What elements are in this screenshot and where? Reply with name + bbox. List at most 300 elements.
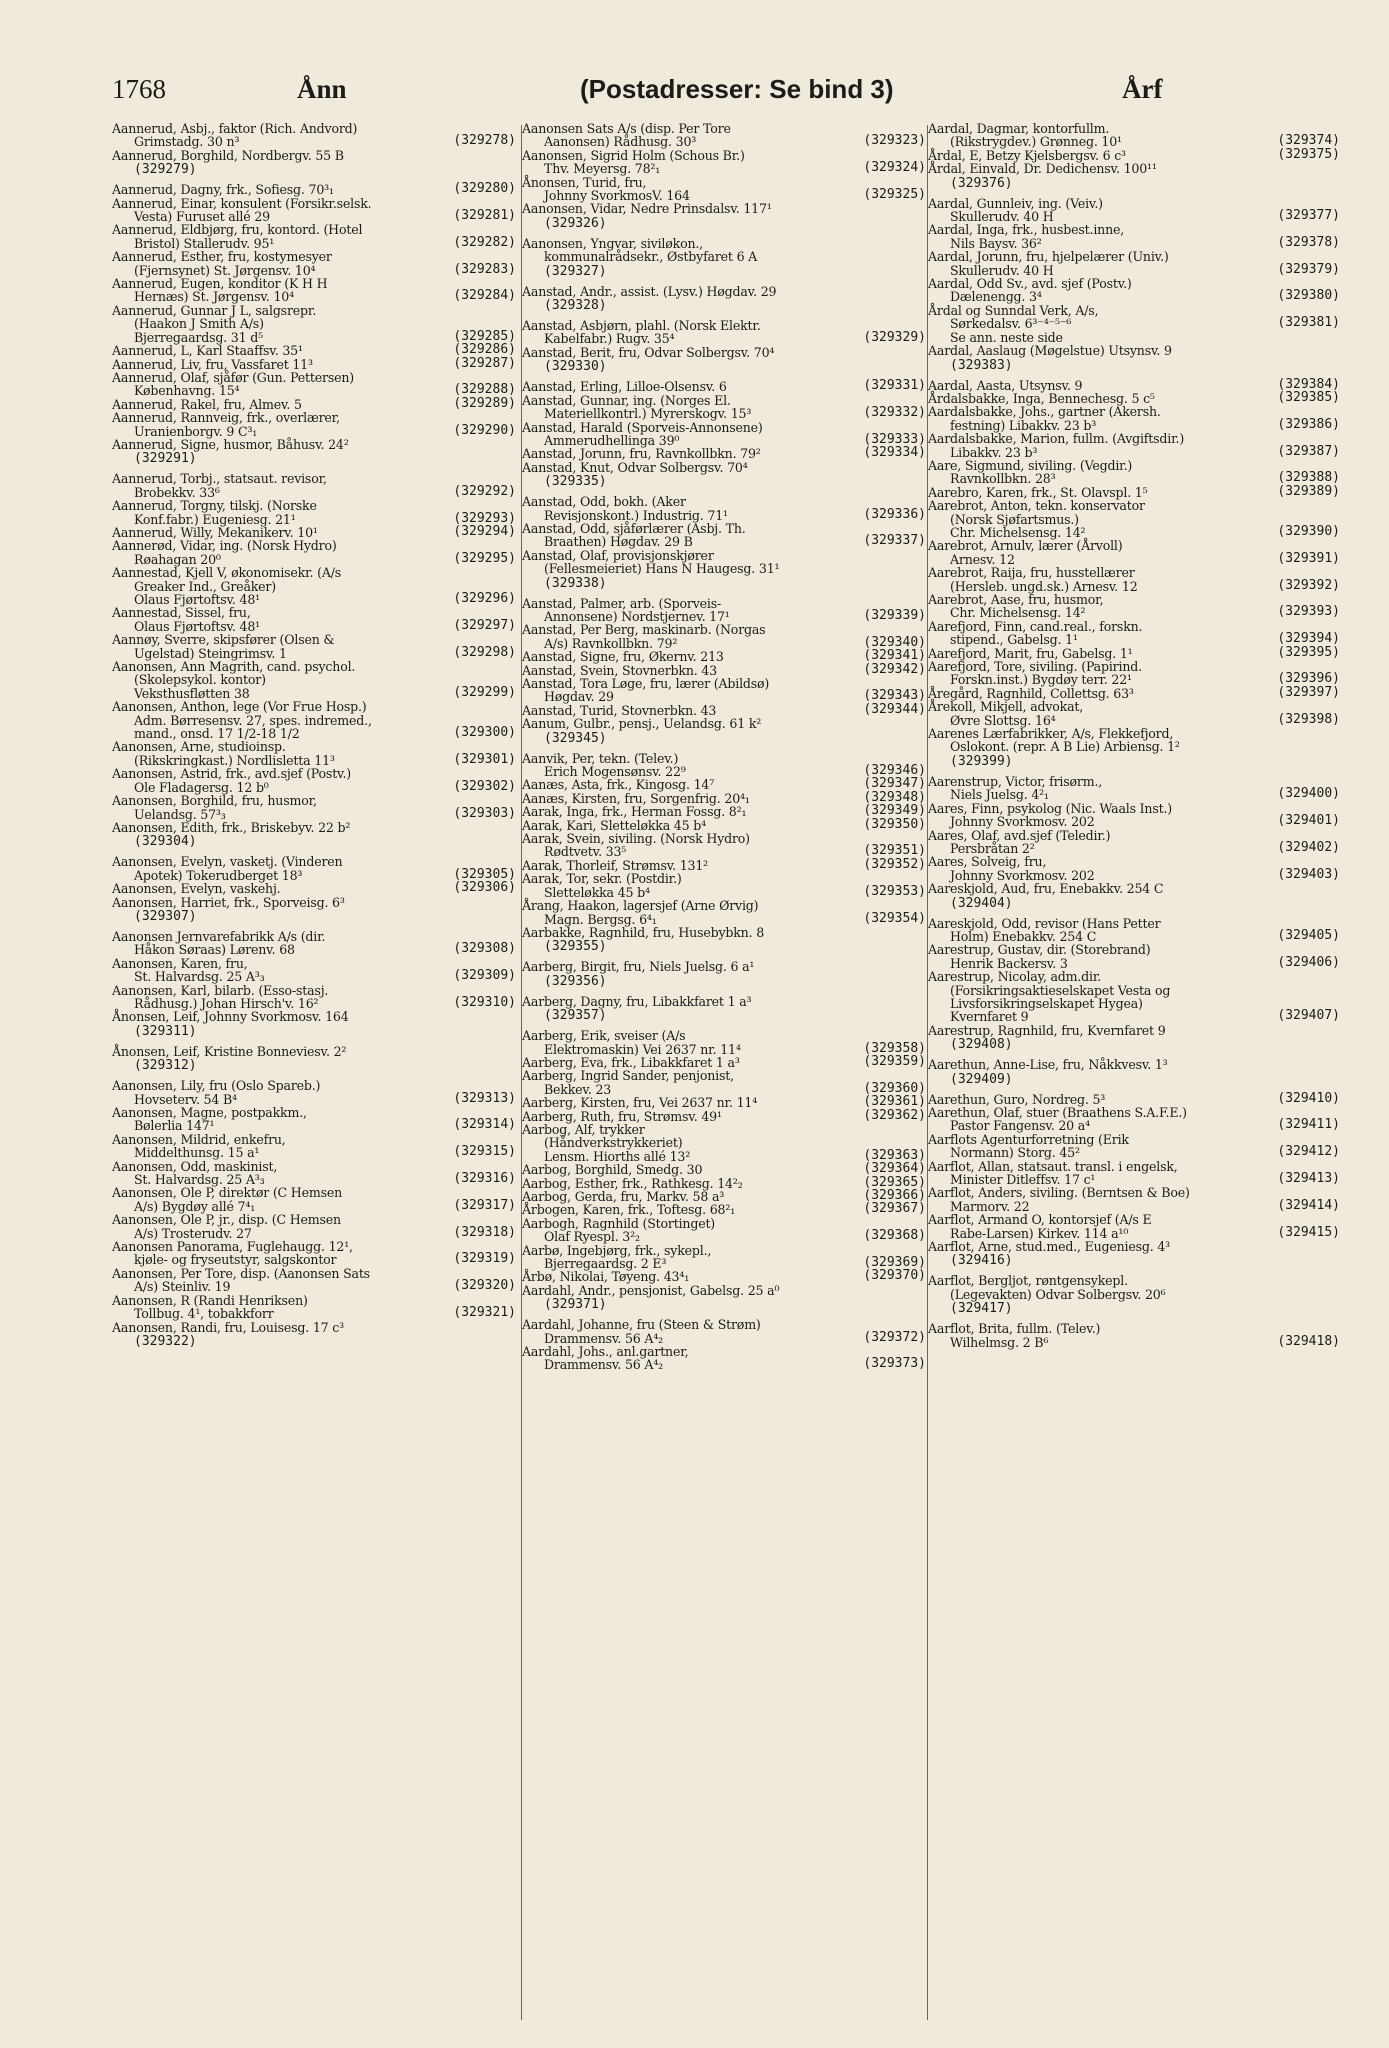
- entry-number: (329378): [1277, 234, 1340, 250]
- entry-line-text: kjøle- og fryseutstyr, salgskontor: [134, 1252, 337, 1268]
- entry-name-line: Ånonsen, Turid, fru,: [522, 174, 647, 190]
- entry-number: (329412): [1277, 1144, 1340, 1160]
- entry-line-text: Årdal, E, Betzy Kjelsbergsv. 6 c³: [928, 147, 1126, 163]
- entry-address-line: [928, 210, 1340, 223]
- entry-number: (329313): [453, 1090, 516, 1106]
- entry-name-line: Aarflot, Bergljot, røntgensykepl.: [928, 1273, 1128, 1289]
- entry-address-line: [928, 550, 1340, 567]
- directory-entry: [522, 149, 926, 176]
- directory-entry: [112, 1010, 516, 1044]
- entry-name-line: Aanonsen, Ole P, direktør (C Hemsen: [112, 1185, 342, 1201]
- entry-address-line: [112, 1224, 516, 1241]
- entry-number-line: [928, 1072, 1340, 1093]
- entry-number: (329330): [544, 359, 607, 375]
- entry-number-line: [522, 474, 926, 495]
- entry-number: (329400): [1277, 786, 1340, 802]
- entry-line-text: Aanæs, Asta, frk., Kingosg. 14⁷: [522, 777, 715, 793]
- entry-number: (329315): [453, 1144, 516, 1160]
- entry-number-line: [522, 974, 926, 995]
- directory-entry: [112, 1321, 516, 1355]
- entry-name-line: Aarflot, Allan, statsaut. transl. i engelsk,: [928, 1158, 1178, 1174]
- entry-name-line: Aanstad, Per Berg, maskinarb. (Norgas: [522, 622, 766, 638]
- entry-line-text: Aannerud, Dagny, frk., Sofiesg. 70³₁: [112, 182, 334, 198]
- entry-number: (329326): [544, 215, 607, 231]
- directory-entry: [522, 701, 926, 718]
- entry-name-line: Aanonsen, Randi, fru, Louisesg. 17 c³: [112, 1319, 344, 1335]
- entry-number-line: [522, 359, 926, 380]
- entry-line-text: Wilhelmsg. 2 B⁶: [950, 1334, 1049, 1350]
- directory-entry: [928, 223, 1340, 250]
- entry-address-line: [928, 1197, 1340, 1214]
- entry-line-text: Årdalsbakke, Inga, Bennechesg. 5 c⁵: [928, 390, 1155, 406]
- directory-entry: [112, 855, 516, 882]
- entry-address-line: [112, 1146, 516, 1159]
- directory-entry: [522, 176, 926, 203]
- directory-entry: [522, 380, 926, 393]
- entry-number: (329289): [453, 395, 516, 411]
- directory-entry: [522, 346, 926, 380]
- entry-number: (329397): [1277, 684, 1340, 700]
- entry-address-line: [928, 927, 1340, 944]
- directory-entry: [522, 623, 926, 650]
- entry-address-line: [928, 815, 1340, 828]
- directory-entry: [928, 1213, 1340, 1240]
- entry-address-line: (Håndverkstrykkeriet): [544, 1135, 683, 1151]
- entry-number: (329364): [863, 1161, 926, 1177]
- entry-line-text: (Rikstrygdev.) Grønneg. 10¹: [950, 134, 1122, 150]
- entry-number: (329407): [1277, 1008, 1340, 1024]
- entry-line-text: Chr. Michelsensg. 14²: [950, 605, 1086, 621]
- entry-line-text: Olaf Ryespl. 3²₂: [544, 1229, 640, 1245]
- directory-entry: [112, 183, 516, 196]
- directory-entry: [928, 1106, 1340, 1133]
- directory-entry: [112, 740, 516, 767]
- entry-number-line: [928, 754, 1340, 775]
- directory-entry: [928, 1186, 1340, 1213]
- entry-name-line: Aanstad, Andr., assist. (Lysv.) Høgdav. 29: [522, 283, 777, 299]
- directory-entry: [112, 767, 516, 794]
- entry-number: (329331): [863, 378, 926, 394]
- entry-name-line: Aarberg, Ingrid Sander, penjonist,: [522, 1068, 734, 1084]
- entry-number: (329284): [453, 288, 516, 304]
- directory-entry: [928, 644, 1340, 661]
- entry-address-line: [522, 535, 926, 548]
- entry-number: (329307): [134, 908, 197, 924]
- entry-address-line: [522, 162, 926, 175]
- entry-line-text: Aanstad, Erling, Lilloe-Olsensv. 6: [522, 379, 727, 395]
- entry-number-line: [928, 1037, 1340, 1058]
- directory-entry: [928, 1058, 1340, 1092]
- entry-number: (329360): [863, 1080, 926, 1096]
- entry-address-line: [522, 1358, 926, 1371]
- entry-name-line: Aanonsen, Per Tore, disp. (Aanonsen Sats: [112, 1265, 370, 1281]
- entry-name-line: Aardal, Gunnleiv, ing. (Veiv.): [928, 195, 1103, 211]
- entry-number: (329396): [1277, 671, 1340, 687]
- entry-address-line: [928, 788, 1340, 801]
- entry-name-line: [928, 146, 1340, 163]
- entry-number: (329325): [863, 187, 926, 203]
- entry-line-text: Aannerud, L, Karl Staaffsv. 35¹: [112, 343, 303, 359]
- entry-number: (329319): [453, 1251, 516, 1267]
- directory-entry: [112, 371, 516, 398]
- directory-entry: [522, 1217, 926, 1244]
- entry-number-line: [112, 1334, 516, 1355]
- entry-address-line: [928, 606, 1340, 619]
- entry-line-text: Johnny SvorkmosV. 164: [544, 188, 690, 204]
- directory-entry: [112, 523, 516, 540]
- entry-address-line: [928, 1333, 1340, 1350]
- entry-address-line: [522, 883, 926, 900]
- directory-entry: [112, 930, 516, 957]
- entry-address-line: [112, 135, 516, 148]
- entry-number: (329280): [453, 181, 516, 197]
- entry-name-line: [522, 447, 926, 460]
- column-3: [928, 122, 1340, 2042]
- entry-number: (329283): [453, 261, 516, 277]
- entry-number: (329376): [950, 175, 1013, 191]
- entry-name-line: Aannerud, Eldbjørg, fru, kontord. (Hotel: [112, 222, 363, 238]
- directory-entry: [928, 855, 1340, 882]
- entry-name-line: Aarefjord, Tore, siviling. (Papirind.: [928, 659, 1142, 675]
- entry-number: (329358): [863, 1040, 926, 1056]
- entry-name-line: Aanonsen, Mildrid, enkefru,: [112, 1131, 286, 1147]
- directory-entry: [112, 1106, 516, 1133]
- directory-entry: [522, 495, 926, 522]
- entry-name-line: Aareskjold, Odd, revisor (Hans Petter: [928, 915, 1161, 931]
- entry-line-text: Aanstad, Signe, fru, Økernv. 213: [522, 649, 724, 665]
- entry-number: (329416): [950, 1253, 1013, 1269]
- directory-entry: [112, 539, 516, 566]
- entry-number: (329414): [1277, 1197, 1340, 1213]
- entry-number: (329333): [863, 431, 926, 447]
- directory-entry: [522, 960, 926, 994]
- entry-number-line: [522, 1008, 926, 1029]
- entry-number: (329408): [950, 1037, 1013, 1053]
- directory-entry: [522, 661, 926, 678]
- directory-entry: [112, 1160, 516, 1187]
- page-number: 1768: [112, 74, 166, 104]
- entry-number: (329329): [863, 330, 926, 346]
- entry-line-text: Holm) Enebakkv. 254 C: [950, 928, 1097, 944]
- entry-line-text: Ole Fladagersg. 12 b⁰: [134, 779, 269, 795]
- entry-line-text: stipend., Gabelsg. 1¹: [950, 632, 1078, 648]
- directory-entry: [522, 717, 926, 751]
- entry-name-line: [928, 644, 1340, 661]
- entry-line-text: A/s) Ravnkollbkn. 79²: [544, 635, 678, 651]
- entry-number: (329328): [544, 298, 607, 314]
- entry-name-line: Aanonsen Jernvarefabrikk A/s (dir.: [112, 928, 326, 944]
- entry-line-text: Niels Juelsg. 4²₁: [950, 787, 1049, 803]
- entry-number-line: [928, 896, 1340, 917]
- entry-number-line: [928, 1301, 1340, 1322]
- directory-entry: [928, 331, 1340, 344]
- entry-number: (329391): [1277, 550, 1340, 566]
- entry-address-line: [928, 1224, 1340, 1241]
- entry-number: (329317): [453, 1197, 516, 1213]
- entry-address-line: [112, 593, 516, 606]
- directory-entry: [928, 432, 1340, 459]
- entry-line-text: Aarak, Kari, Sletteløkka 45 b⁴: [522, 817, 706, 833]
- directory-entry: [112, 250, 516, 277]
- entry-number-line: [112, 834, 516, 855]
- entry-name-line: Årekoll, Mikjell, advokat,: [928, 699, 1084, 715]
- directory-entry: [522, 856, 926, 873]
- directory-entry: [112, 472, 516, 499]
- entry-line-text: Bekkev. 23: [544, 1081, 612, 1097]
- entry-number: (329374): [1277, 133, 1340, 149]
- directory-entry: [928, 802, 1340, 829]
- entry-number: (329296): [453, 591, 516, 606]
- entry-address-line: [112, 290, 516, 303]
- entry-line-text: Høgdav. 29: [544, 689, 614, 705]
- entry-number: (329332): [863, 405, 926, 421]
- entry-number-line: [522, 1297, 926, 1318]
- entry-name-line: Aanstad, Odd, sjåførlærer (Asbj. Th.: [522, 520, 746, 536]
- entry-name-line: Aanstad, Gunnar, ing. (Norges El.: [522, 392, 731, 408]
- entry-line-text: Magn. Bergsg. 6⁴₁: [544, 911, 657, 927]
- directory-entry: [928, 684, 1340, 701]
- entry-line-text: Aanonsen) Rådhusg. 30³: [544, 134, 697, 150]
- entry-name-line: Aardahl, Johanne, fru (Steen & Strøm): [522, 1317, 761, 1333]
- entry-number: (329390): [1277, 523, 1340, 539]
- directory-entry: [112, 411, 516, 438]
- entry-line-text: Aarefjord, Marit, fru, Gabelsg. 1¹: [928, 645, 1133, 661]
- entry-number-line: [522, 576, 926, 597]
- directory-entry: [522, 202, 926, 236]
- entry-name-line: Aannøy, Sverre, skipsfører (Olsen &: [112, 632, 335, 648]
- entry-address-line: (Fellesmeieriet) Hans N Haugesg. 31¹: [544, 561, 780, 577]
- entry-address-line: [522, 1230, 926, 1243]
- directory-entry: [928, 197, 1340, 224]
- directory-entry: [522, 1284, 926, 1318]
- entry-name-line: Aardal, Aaslaug (Møgelstue) Utsynsv. 9: [928, 343, 1172, 359]
- entry-number-line: [928, 358, 1340, 379]
- entry-line-text: Olaus Fjørtoftsv. 48¹: [134, 618, 261, 634]
- entry-address-line: [928, 416, 1340, 433]
- entry-address-line: [928, 523, 1340, 540]
- entry-address-line: [928, 1173, 1340, 1186]
- directory-entry: [112, 794, 516, 821]
- directory-entry: [522, 899, 926, 926]
- directory-entry: [112, 1294, 516, 1321]
- entry-name-line: Aarebrot, Aase, fru, husmor,: [928, 592, 1104, 607]
- entry-name-line: Aanonsen, R (Randi Henriksen): [112, 1292, 308, 1308]
- entry-line-text: Aannerud, Willy, Mekanikerv. 10¹: [112, 524, 318, 540]
- entry-number-line: [112, 162, 516, 183]
- directory-entry: [522, 597, 926, 624]
- entry-name-line: Aardalsbakke, Marion, fullm. (Avgiftsdir.): [928, 431, 1185, 447]
- entry-number-line: [522, 264, 926, 285]
- entry-number: (329306): [453, 880, 516, 896]
- entry-name-line: Aannerud, Olaf, sjåfør (Gun. Pettersen): [112, 369, 354, 385]
- entry-name-line: Aarefjord, Finn, cand.real., forskn.: [928, 618, 1143, 634]
- entry-address-line: [112, 943, 516, 956]
- entry-name-line: Aanstad, Knut, Odvar Solbergsv. 70⁴: [522, 459, 748, 475]
- entry-address-line: [112, 1280, 516, 1293]
- directory-entry: [112, 606, 516, 633]
- entry-number: (329415): [1277, 1224, 1340, 1240]
- directory-entry: [928, 1090, 1340, 1107]
- entry-name-line: Aarflot, Armand O, kontorsjef (A/s E: [928, 1212, 1152, 1228]
- entry-line-text: St. Halvardsg. 25 A³₃: [134, 969, 265, 985]
- directory-entry: [928, 389, 1340, 406]
- directory-entry: [928, 344, 1340, 378]
- entry-number: (329287): [453, 355, 516, 371]
- entry-name-line: [928, 483, 1340, 500]
- right-guide-word: Årf: [1122, 74, 1163, 104]
- entry-line-text: Thv. Meyersg. 78²₁: [544, 161, 661, 177]
- entry-number: (329375): [1277, 146, 1340, 162]
- entry-number: (329392): [1277, 577, 1340, 593]
- entry-name-line: [522, 1270, 926, 1283]
- entry-number: (329371): [544, 1297, 607, 1313]
- entry-line-text: Brobekkv. 33⁶: [134, 484, 220, 500]
- entry-name-line: Aarflots Agenturforretning (Erik: [928, 1131, 1129, 1147]
- directory-entry: [522, 872, 926, 899]
- entry-name-line: Aanvik, Per, tekn. (Telev.): [522, 750, 679, 766]
- entry-name-line: Aanonsen, Odd, maskinist,: [112, 1158, 278, 1174]
- directory-entry: [522, 1053, 926, 1070]
- entry-name-line: Aarestrup, Gustav, dir. (Storebrand): [928, 942, 1151, 958]
- entry-name-line: Aarethun, Anne-Lise, fru, Nåkkvesv. 1³: [928, 1057, 1168, 1073]
- entry-line-text: Kvernfaret 9: [950, 1009, 1029, 1025]
- entry-name-line: [522, 1053, 926, 1070]
- page-header: [112, 70, 1342, 110]
- directory-entry: [928, 727, 1340, 775]
- entry-number-line: [522, 731, 926, 752]
- entry-line-text: Minister Ditleffsv. 17 c¹: [950, 1172, 1096, 1188]
- entry-line-text: Ammerudhellinga 39⁰: [544, 432, 680, 448]
- directory-entry: [112, 882, 516, 895]
- entry-number: (329305): [453, 866, 516, 882]
- entry-line-text: Forskn.inst.) Bygdøy terr. 22¹: [950, 672, 1132, 688]
- entry-name-line: Aardalsbakke, Johs., gartner (Akersh.: [928, 404, 1161, 420]
- entry-number: (329389): [1277, 483, 1340, 499]
- entry-address-line: [928, 866, 1340, 883]
- entry-address-line: [928, 577, 1340, 594]
- entry-line-text: Håkon Søraas) Lørenv. 68: [134, 942, 295, 958]
- entry-number: (329336): [863, 506, 926, 522]
- entry-line-text: Henrik Backersv. 3: [950, 955, 1068, 971]
- entry-number: (329379): [1277, 261, 1340, 277]
- entry-line-text: Veksthusfløtten 38: [134, 685, 250, 701]
- entry-address-line: [928, 1119, 1340, 1132]
- entry-number: (329417): [950, 1301, 1013, 1317]
- entry-address-line: Oslokont. (repr. A B Lie) Arbiensg. 1²: [950, 739, 1180, 755]
- entry-name-line: Aanstad, Berit, fru, Odvar Solbergsv. 70⁴: [522, 344, 775, 360]
- entry-name-line: Aanonsen, Karl, bilarb. (Esso-stasj.: [112, 982, 329, 998]
- directory-entry: [522, 461, 926, 495]
- entry-name-line: Aarberg, Dagny, fru, Libakkfaret 1 a³: [522, 993, 752, 1009]
- entry-name-line: Aannerud, Esther, fru, kostymesyer: [112, 249, 332, 265]
- entry-number: (329413): [1277, 1171, 1340, 1187]
- entry-number: (329340): [863, 634, 926, 650]
- entry-address-line: [112, 210, 516, 223]
- entry-name-line: Aares, Olaf, avd.sjef (Teledir.): [928, 827, 1111, 843]
- directory-entry: [112, 984, 516, 1011]
- entry-number: (329363): [863, 1147, 926, 1163]
- directory-entry: [928, 162, 1340, 196]
- directory-entry: [928, 700, 1340, 727]
- entry-address-line: [928, 1010, 1340, 1023]
- entry-number: (329418): [1277, 1333, 1340, 1349]
- entry-number: (329409): [950, 1071, 1013, 1087]
- directory-entry: [522, 1318, 926, 1345]
- entry-address-line: [522, 135, 926, 148]
- directory-entry: [112, 700, 516, 740]
- entry-name-line: [522, 380, 926, 393]
- directory-entry: [112, 566, 516, 606]
- entry-line-text: (Hersleb. ungd.sk.) Arnesv. 12: [950, 578, 1138, 594]
- directory-entry: [112, 197, 516, 224]
- entry-line-text: Røahagan 20⁰: [134, 551, 221, 567]
- directory-entry: [112, 277, 516, 304]
- entry-name-line: Aanstad, Odd, bokh. (Aker: [522, 494, 686, 510]
- entry-number: (329297): [453, 617, 516, 633]
- entry-name-line: Ånonsen, Leif, Johnny Svorkmosv. 164: [112, 1009, 349, 1025]
- entry-number: (329377): [1277, 208, 1340, 224]
- entry-address-line: [112, 550, 516, 567]
- directory-entry: [522, 1029, 926, 1056]
- entry-number: (329387): [1277, 443, 1340, 459]
- entry-number: (329354): [863, 910, 926, 926]
- directory-entry: [928, 304, 1340, 331]
- entry-name-line: Aanonsen, Ole P, jr., disp. (C Hemsen: [112, 1212, 341, 1228]
- entry-name-line: Aardal, Inga, frk., husbest.inne,: [928, 222, 1125, 238]
- entry-name-line: Aarbakke, Ragnhild, fru, Husebybkn. 8: [522, 924, 765, 940]
- entry-name-line: [112, 882, 516, 895]
- entry-address-line: [112, 483, 516, 500]
- entry-line-text: St. Halvardsg. 25 A³₃: [134, 1172, 265, 1188]
- entry-address-line: [112, 727, 516, 740]
- entry-name-line: Aanonsen, Anthon, lege (Vor Frue Hosp.): [112, 699, 367, 715]
- entry-name-line: Aanonsen, Edith, frk., Briskebyv. 22 b²: [112, 819, 351, 835]
- entry-name-line: [112, 523, 516, 540]
- entry-number: (329410): [1277, 1090, 1340, 1106]
- entry-line-text: Vesta) Furuset allé 29: [134, 209, 270, 225]
- entry-address-line: (Skolepsykol. kontor): [134, 672, 266, 688]
- entry-name-line: Aannerød, Vidar, ing. (Norsk Hydro): [112, 538, 337, 554]
- entry-number: (329279): [134, 162, 197, 178]
- entry-line-text: Aardal, Aasta, Utsynsv. 9: [928, 377, 1083, 393]
- entry-address-line: [928, 1146, 1340, 1159]
- entry-name-line: [522, 661, 926, 678]
- entry-line-text: Aarak, Thorleif, Strømsv. 131²: [522, 857, 709, 873]
- entry-address-line: [522, 607, 926, 624]
- entry-address-line: [112, 644, 516, 661]
- entry-line-text: Tollbug. 4¹, tobakkforr: [134, 1306, 274, 1322]
- entry-number: (329286): [453, 342, 516, 358]
- entry-name-line: Aarak, Tor, sekr. (Postdir.): [522, 871, 682, 887]
- directory-entry: [112, 1045, 516, 1079]
- entry-line-text: Annonsene) Nordstjernev. 17¹: [544, 608, 730, 624]
- directory-entry: [928, 1322, 1340, 1349]
- entry-number: (329303): [453, 805, 516, 821]
- entry-number: (329290): [453, 422, 516, 438]
- entry-name-line: Aannerud, Gunnar J L, salgsrepr.: [112, 302, 317, 318]
- entry-name-line: Aarebrot, Arnulv, lærer (Årvoll): [928, 538, 1123, 554]
- entry-number: (329401): [1277, 813, 1340, 829]
- entry-name-line: Aanonsen, Astrid, frk., avd.sjef (Postv.): [112, 766, 351, 782]
- entry-number: (329339): [863, 607, 926, 623]
- directory-entry: [928, 593, 1340, 620]
- entry-number: (329404): [950, 895, 1013, 911]
- entry-line-text: Aanstad, Svein, Stovnerbkn. 43: [522, 662, 717, 678]
- directory-entry: [112, 1213, 516, 1240]
- entry-line-text: Kabelfabr.) Rugv. 35⁴: [544, 331, 675, 347]
- entry-address-line: [928, 711, 1340, 728]
- directory-entry: [112, 1133, 516, 1160]
